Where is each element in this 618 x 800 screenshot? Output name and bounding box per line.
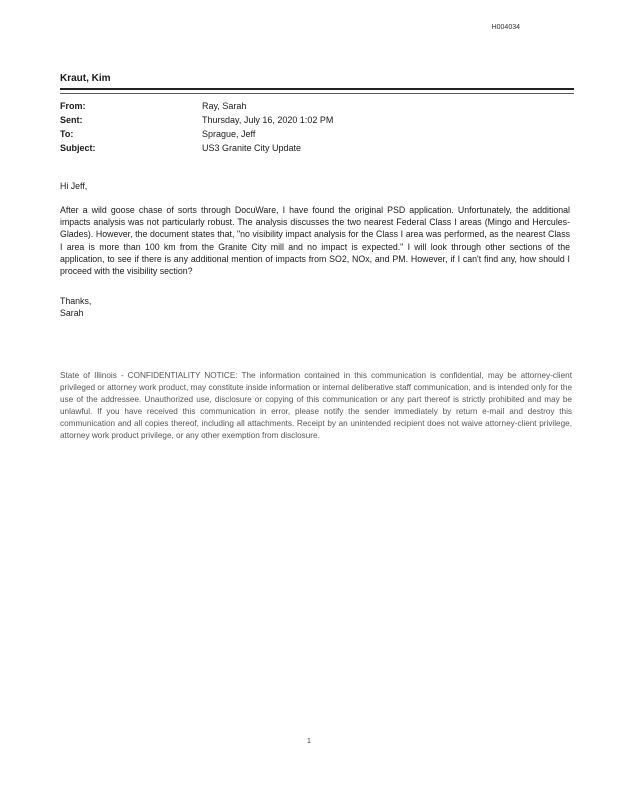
confidentiality-notice: State of Illinois - CONFIDENTIALITY NOTICE: The information contained in this communication is confidential, may be attorney-client privileged or attorney work product, may constitute inside information or internal deliberative staff communication, and is intended only for the use of the addressee. Unauthorized use, disclosure or copying of this communication or any part thereof is strictly prohibited and may be unlawful. If you have received this communication in error, please notify the sender immediately by return e-mail and destroy this communication and all copies thereof, including all attachments. Receipt by an unintended recipient does not waive attorney-client privilege, attorney work product privilege, or any other exemption from disclosure. <box>60 371 572 441</box>
subject-value: US3 Granite City Update <box>202 143 302 153</box>
from-label: From: <box>60 101 86 111</box>
from-value: Ray, Sarah <box>202 101 247 111</box>
sent-value: Thursday, July 16, 2020 1:02 PM <box>202 115 334 125</box>
page-number: 1 <box>307 738 311 745</box>
header-row-to <box>60 129 333 143</box>
header-row-from <box>60 101 333 115</box>
header-divider <box>60 88 574 94</box>
signature: Sarah <box>60 308 84 318</box>
email-header <box>60 101 333 157</box>
sent-label: Sent: <box>60 115 83 125</box>
bates-number: H004034 <box>491 24 520 31</box>
to-value: Sprague, Jeff <box>202 129 256 139</box>
subject-label: Subject: <box>60 143 96 153</box>
email-body-paragraph: After a wild goose chase of sorts through DocuWare, I have found the original PSD application. Unfortunately, the additional impacts analysis was not particularly robust. The analysis discusses the two nearest Federal Class I areas (Mingo and Hercules-Glades). However, the document states that, "no visibility impact analysis for the Class I area was performed, as the nearest Class I area is more than 100 km from the Granite City mill and no impact is expected." I will look through other sections of the application, to see if there is any additional mention of impacts from SO2, NOx, and PM. However, if I can't find any, how should I proceed with the visibility section? <box>60 205 570 277</box>
email-closing <box>60 295 570 319</box>
header-row-subject <box>60 143 333 157</box>
to-label: To: <box>60 129 74 139</box>
sender-name: Kraut, Kim <box>60 73 111 84</box>
closing-text: Thanks, <box>60 296 92 306</box>
header-row-sent <box>60 115 333 129</box>
salutation: Hi Jeff, <box>60 181 88 191</box>
